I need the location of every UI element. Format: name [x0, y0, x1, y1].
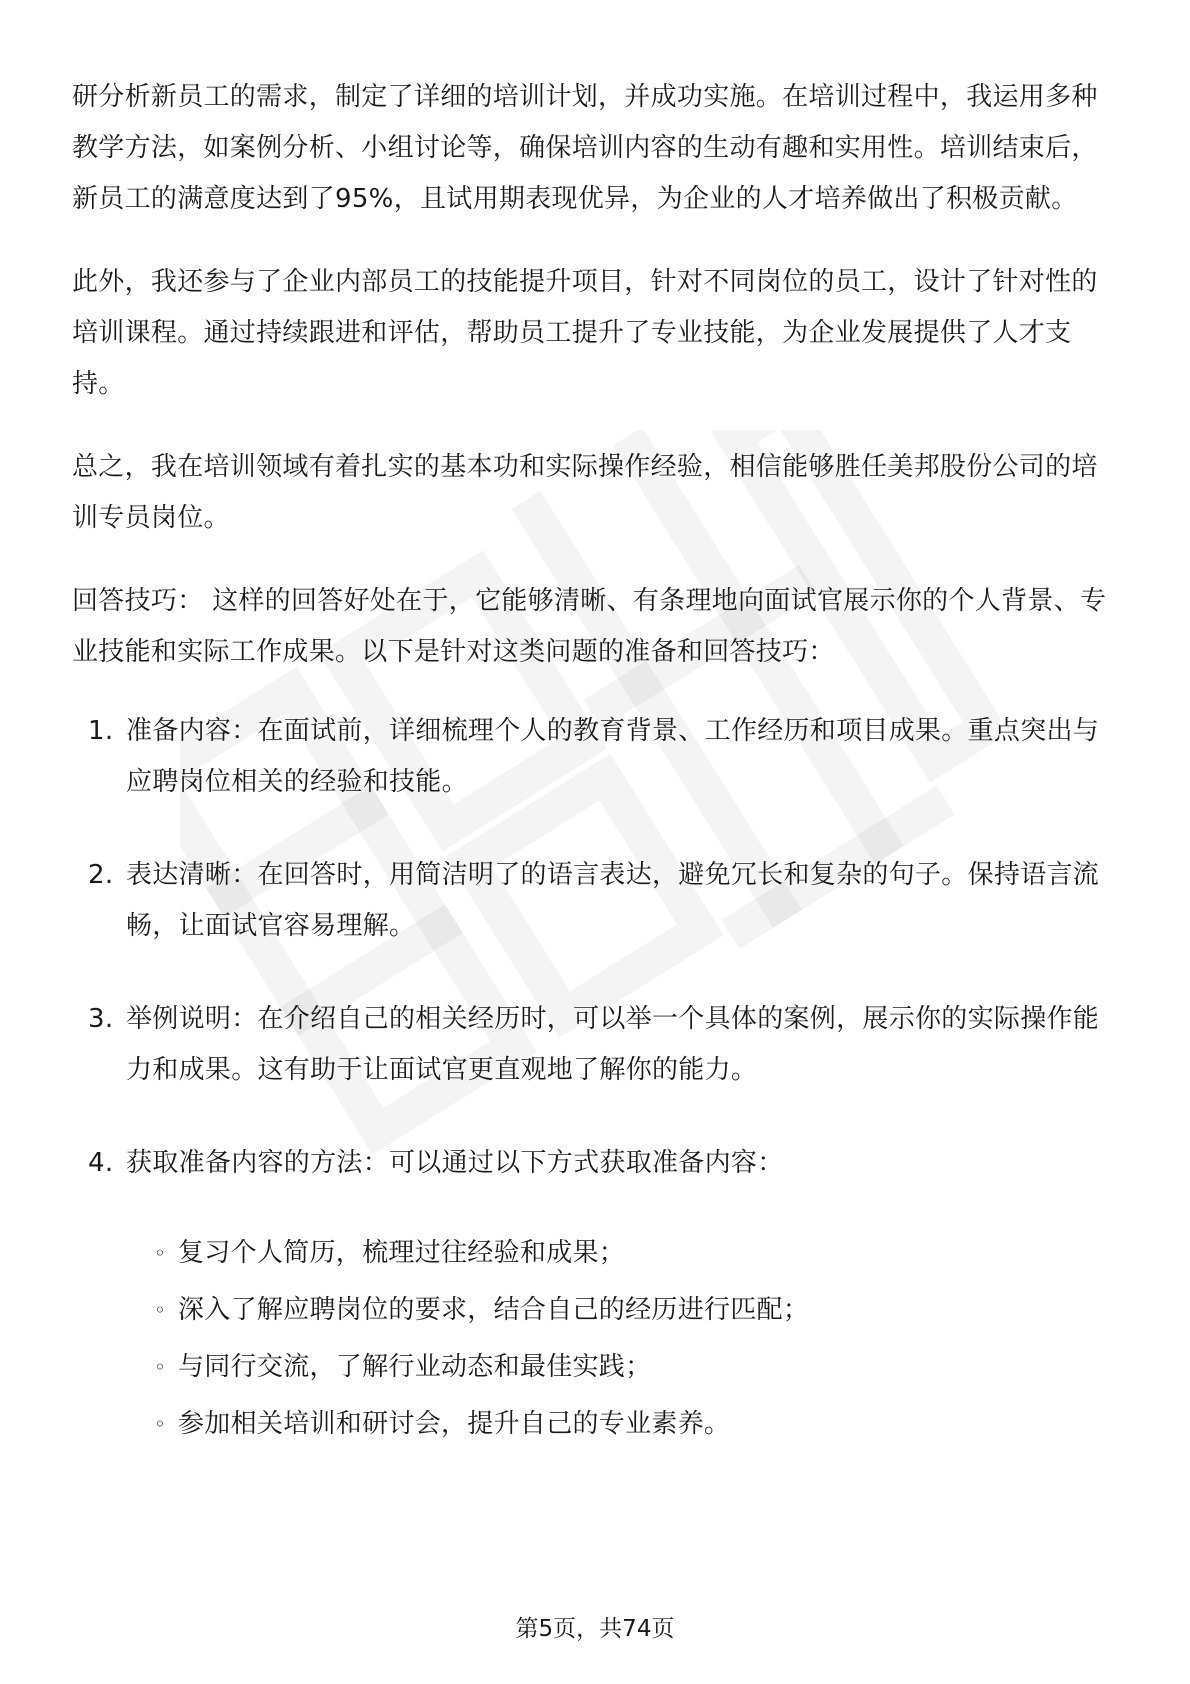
list-item: [72, 1138, 1118, 1453]
bullet-icon: ◦: [154, 1355, 167, 1379]
list-item-text: 举例说明：在介绍自己的相关经历时，可以举一个具体的案例，展示你的实际操作能力和成果。这有助于让面试官更直观地了解你的能力。: [126, 1004, 1100, 1085]
list-item-text: 表达清晰：在回答时，用简洁明了的语言表达，避免冗长和复杂的句子。保持语言流畅，让面试官容易理解。: [126, 860, 1100, 941]
sub-list-item-text: 参加相关培训和研讨会，提升自己的专业素养。: [178, 1409, 731, 1439]
list-item: [72, 706, 1118, 808]
list-item-text: 准备内容：在面试前，详细梳理个人的教育背景、工作经历和项目成果。重点突出与应聘岗位相关的经验和技能。: [126, 716, 1100, 797]
paragraph-2: 此外，我还参与了企业内部员工的技能提升项目，针对不同岗位的员工，设计了针对性的培训课程。通过持续跟进和评估，帮助员工提升了专业技能，为企业发展提供了人才支持。: [72, 267, 1098, 399]
sub-list-item-text: 深入了解应聘岗位的要求，结合自己的经历进行匹配；: [178, 1295, 810, 1325]
list-item: [72, 850, 1118, 952]
list-number: 4.: [88, 1148, 114, 1178]
bullet-icon: ◦: [154, 1241, 167, 1265]
bullet-icon: ◦: [154, 1298, 167, 1322]
document-body: [72, 72, 1118, 1495]
sub-list: [126, 1225, 1118, 1453]
list-item: [72, 994, 1118, 1096]
page-number-footer: 第5页，共74页: [515, 1616, 675, 1642]
bullet-icon: ◦: [154, 1412, 167, 1436]
sub-list-item-text: 复习个人简历，梳理过往经验和成果；: [178, 1238, 626, 1268]
sub-list-item: [126, 1225, 1118, 1282]
sub-list-item: [126, 1282, 1118, 1339]
list-number: 1.: [88, 716, 114, 746]
answer-tips-intro: 回答技巧： 这样的回答好处在于，它能够清晰、有条理地向面试官展示你的个人背景、专业技能和实际工作成果。以下是针对这类问题的准备和回答技巧：: [72, 586, 1107, 667]
sub-list-item: [126, 1396, 1118, 1453]
sub-list-item-text: 与同行交流，了解行业动态和最佳实践；: [178, 1352, 652, 1382]
tips-list: [72, 706, 1118, 1453]
list-number: 2.: [88, 860, 114, 890]
paragraph-1: 研分析新员工的需求，制定了详细的培训计划，并成功实施。在培训过程中，我运用多种教学方法，如案例分析、小组讨论等，确保培训内容的生动有趣和实用性。培训结束后，新员工的满意度达到了95%，且试用期表现优异，为企业的人才培养做出了积极贡献。: [72, 82, 1098, 214]
list-number: 3.: [88, 1004, 114, 1034]
paragraph-3: 总之，我在培训领域有着扎实的基本功和实际操作经验，相信能够胜任美邦股份公司的培训专员岗位。: [72, 452, 1098, 533]
sub-list-item: [126, 1339, 1118, 1396]
list-item-text: 获取准备内容的方法：可以通过以下方式获取准备内容：: [126, 1148, 784, 1178]
